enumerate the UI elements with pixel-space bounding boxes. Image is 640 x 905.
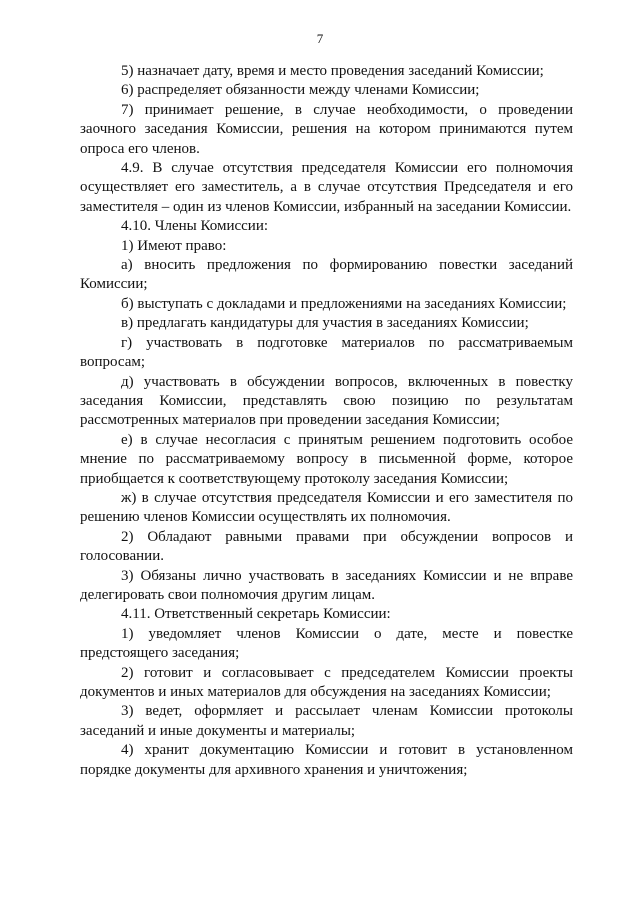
paragraph-right-g: г) участвовать в подготовке материалов по рассматриваемым вопросам; [80, 334, 573, 371]
paragraph-secretary-2: 2) готовит и согласовывает с председателем Комиссии проекты документов и иных материалов для обсуждения на заседаниях Комиссии; [80, 664, 573, 700]
paragraph-secretary-4: 4) хранит документацию Комиссии и готовит в установленном порядке документы для архивного хранения и уничтожения; [80, 742, 573, 778]
paragraph-item-7: 7) принимает решение, в случае необходимости, о проведении заочного заседания Комиссии, решения на котором принимаются путем опроса его членов. [80, 101, 573, 157]
paragraph-item-6: 6) распределяет обязанности между членами Комиссии; [121, 82, 480, 99]
paragraph-secretary-1: 1) уведомляет членов Комиссии о дате, месте и повестке предстоящего заседания; [80, 625, 573, 662]
paragraph-item-5: 5) назначает дату, время и место проведения заседаний Комиссии; [121, 63, 544, 79]
paragraph-4-11-heading: 4.11. Ответственный секретарь Комиссии: [121, 606, 391, 623]
paragraph-rights-heading: 1) Имеют право: [121, 237, 227, 254]
paragraph-4-10-heading: 4.10. Члены Комиссии: [121, 218, 269, 235]
paragraph-right-e: е) в случае несогласия с принятым решением подготовить особое мнение по рассматриваемому вопросу в письменной форме, которое приобщается к соответствующему протоколу заседания Комиссии; [80, 431, 573, 487]
paragraph-right-d: д) участвовать в обсуждении вопросов, включенных в повестку заседания Комиссии, представлять свою позицию по результатам рассмотренных материалов при проведении заседания Комиссии; [80, 373, 573, 429]
paragraph-right-zh: ж) в случае отсутствия председателя Комиссии и его заместителя по решению членов Комиссии осуществлять их полномочия. [80, 489, 573, 526]
paragraph-secretary-3: 3) ведет, оформляет и рассылает членам Комиссии протоколы заседаний и иные документы и материалы; [80, 703, 573, 739]
paragraph-equal-rights: 2) Обладают равными правами при обсуждении вопросов и голосовании. [80, 528, 573, 565]
paragraph-4-9: 4.9. В случае отсутствия председателя Комиссии его полномочия осуществляет его заместитель, а в случае отсутствия Председателя и его заместителя – один из членов Комиссии, избранный на заседании Комиссии. [80, 160, 573, 215]
paragraph-right-b: б) выступать с докладами и предложениями на заседаниях Комиссии; [121, 295, 567, 312]
page-number: 7 [316, 31, 324, 46]
paragraph-obligations: 3) Обязаны лично участвовать в заседаниях Комиссии и не вправе делегировать свои полномочия другим лицам. [80, 567, 573, 603]
document-body [80, 62, 573, 780]
paragraph-right-a: а) вносить предложения по формированию повестки заседаний Комиссии; [80, 257, 573, 293]
paragraph-right-v: в) предлагать кандидатуры для участия в заседаниях Комиссии; [121, 315, 529, 332]
